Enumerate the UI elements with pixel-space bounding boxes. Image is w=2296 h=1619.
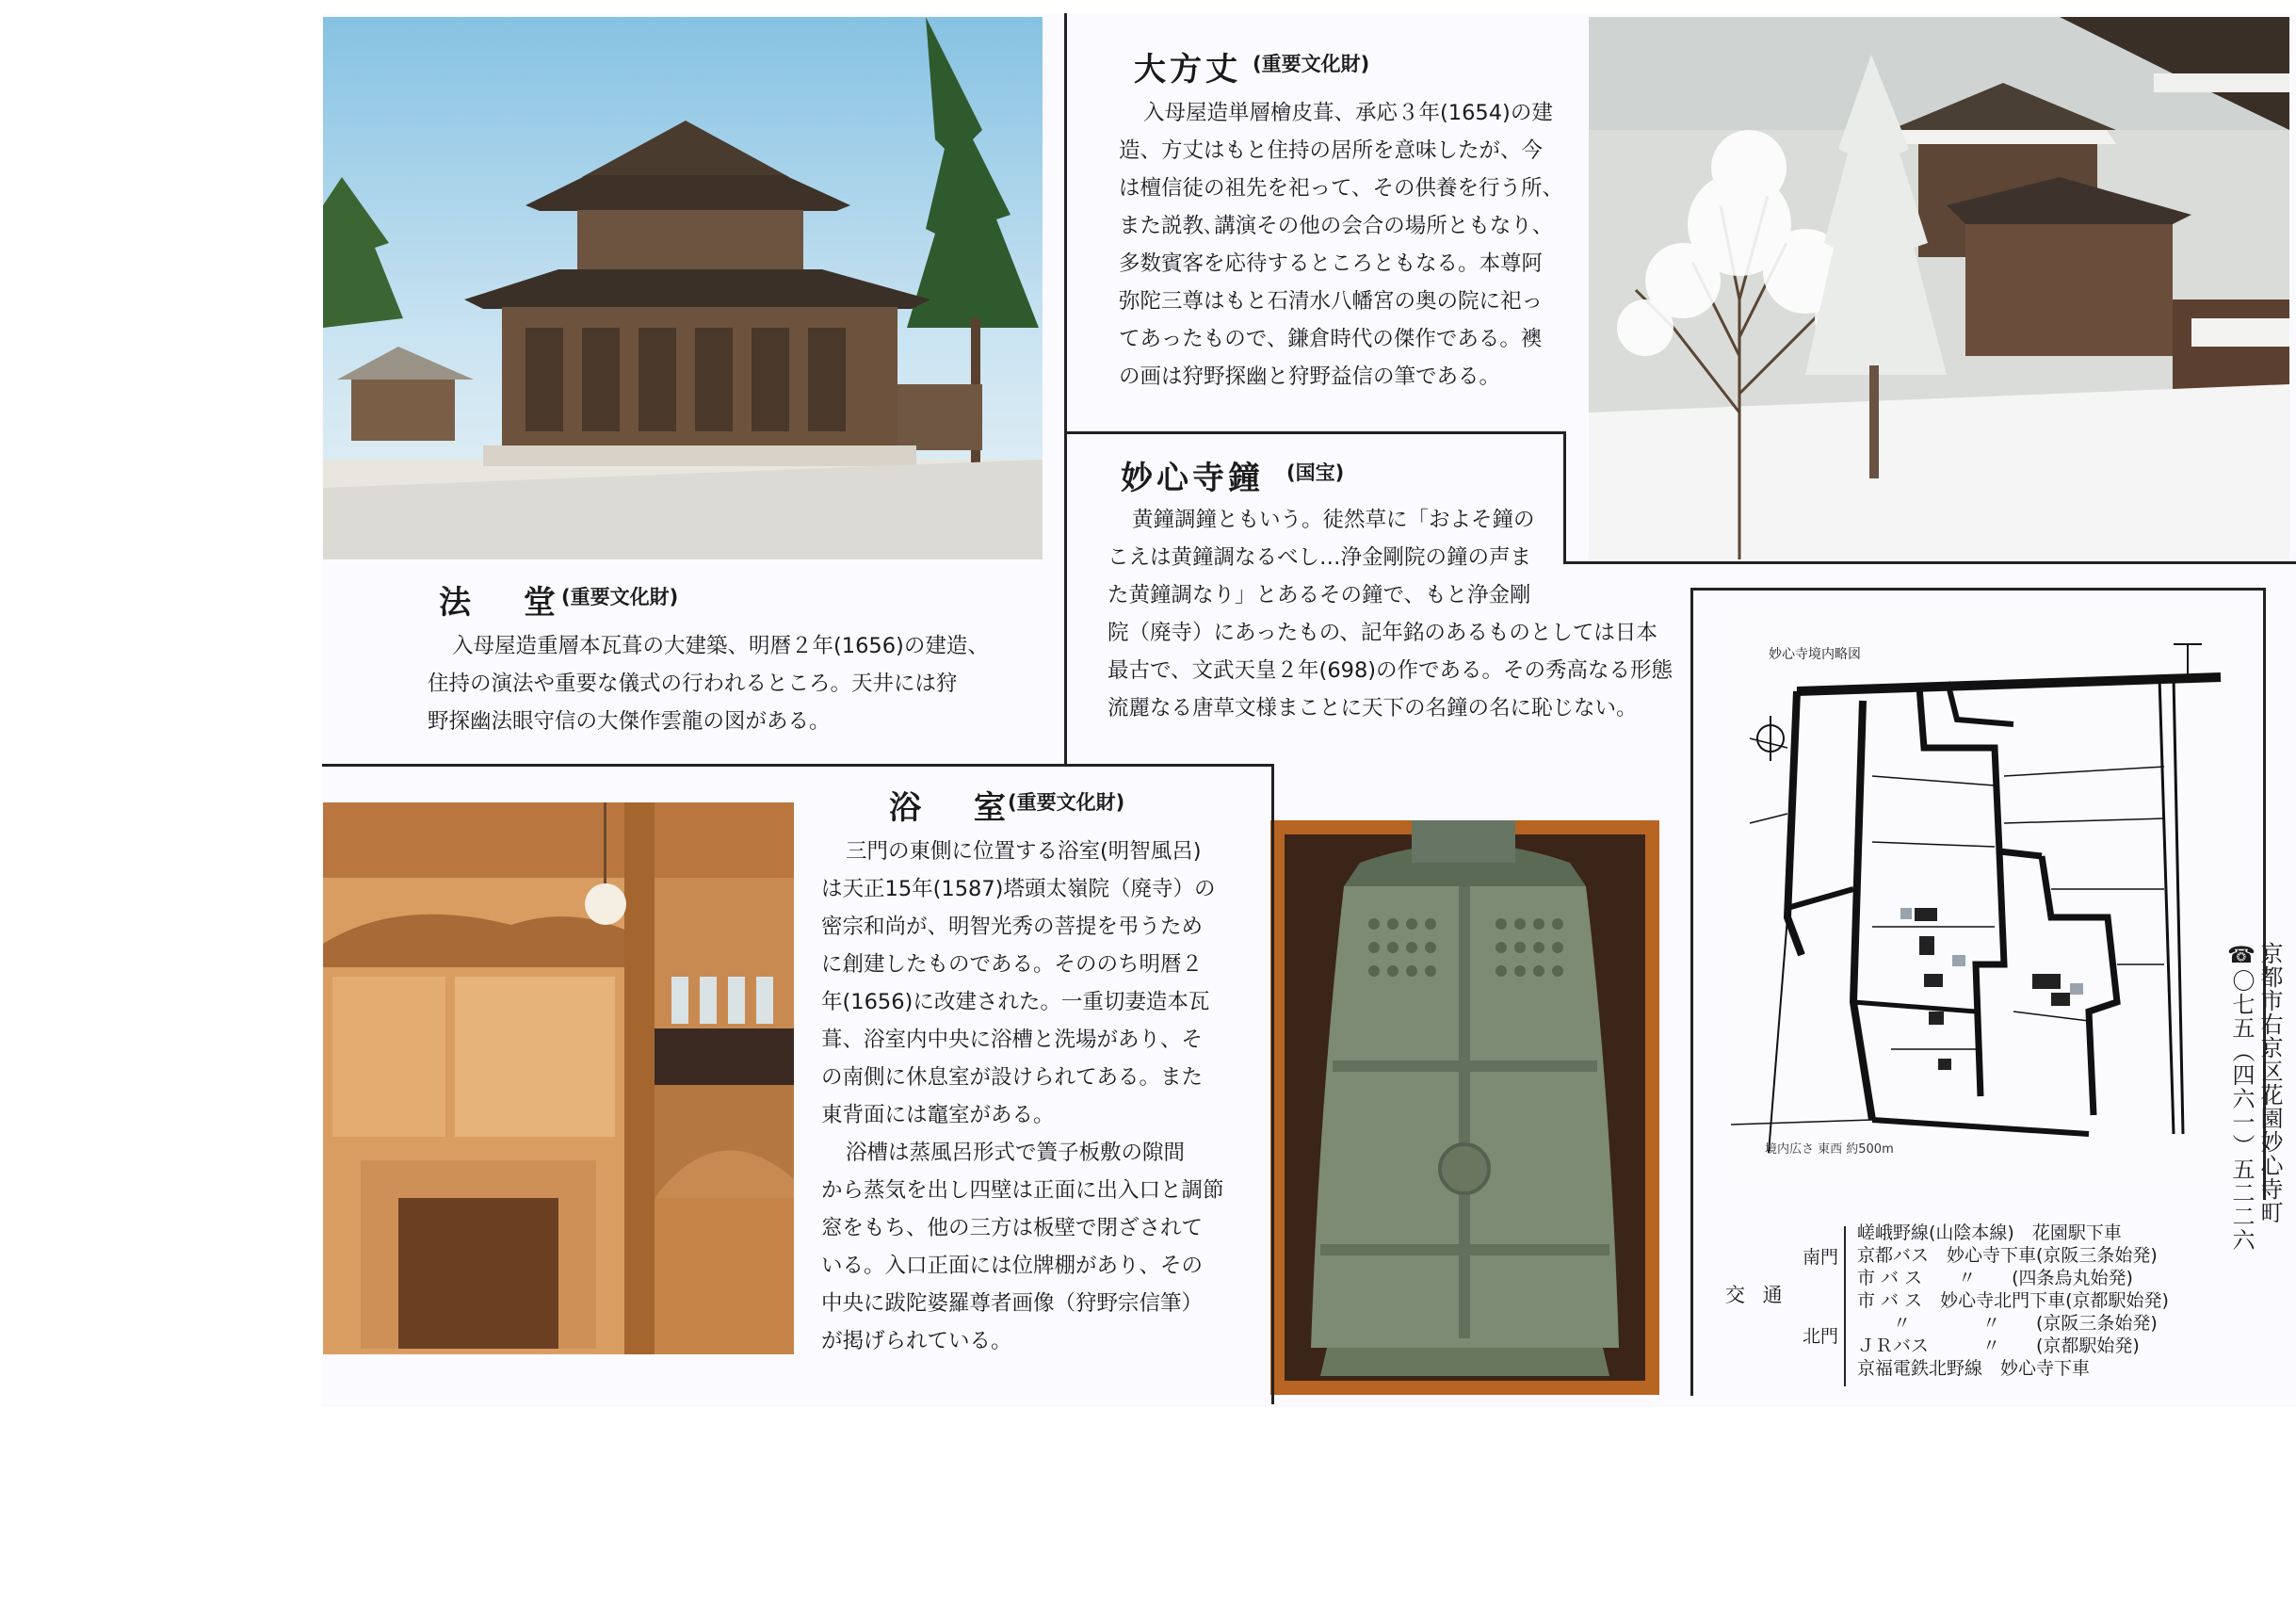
bath-line: いる。入口正面には位牌棚があり、その xyxy=(821,1254,1204,1278)
address-phone: ☎〇七五（四六一）五二二六 xyxy=(2228,942,2255,1252)
bath-line: 中央に跋陀婆羅尊者画像（狩野宗信筆） xyxy=(821,1291,1204,1316)
access-info xyxy=(1725,1222,2253,1392)
precinct-map xyxy=(1731,607,2249,1190)
yokushitsu-interior-illustration xyxy=(323,802,794,1354)
daihojo-line: 多数賓客を応待するところともなる。本尊阿 xyxy=(1119,251,1544,276)
bath-line: 三門の東側に位置する浴室(明智風呂) xyxy=(846,839,1202,864)
map-title: 妙心寺境内略図 xyxy=(1769,647,1861,662)
bell-description xyxy=(1108,501,1673,727)
access-row: ＪＲバス 〃 (京都駅始発) xyxy=(1857,1336,2140,1356)
access-bracket xyxy=(1844,1226,1846,1386)
bath-line: 葺、浴室内中央に浴槽と洗場があり、そ xyxy=(821,1028,1204,1052)
access-row: 嵯峨野線(山陰本線) 花園駅下車 xyxy=(1857,1222,2122,1243)
bell-line: 最古で、文武天皇２年(698)の作である。その秀高なる形態 xyxy=(1108,658,1673,683)
hatto-title: 法 堂 xyxy=(439,584,576,622)
access-north-gate: 北門 xyxy=(1803,1326,1839,1347)
hatto-line: 住持の演法や重要な儀式の行われるところ。天井には狩 xyxy=(428,672,958,696)
daihojo-line: 弥陀三尊はもと石清水八幡宮の奥の院に祀っ xyxy=(1119,289,1544,314)
divider-bath-right xyxy=(1271,764,1274,1404)
map-frame xyxy=(1690,588,1693,1396)
bell-line: 黄鐘調鐘ともいう。徒然草に「およそ鐘の xyxy=(1132,508,1535,532)
divider-daihojo-bottom xyxy=(1064,431,1565,434)
hatto-illustration xyxy=(323,17,1043,559)
address-line: 京都市右京区花園妙心寺町 xyxy=(2256,942,2283,1224)
access-row: 〃 〃 (京阪三条始発) xyxy=(1857,1313,2158,1334)
access-label: 交 通 xyxy=(1725,1284,1788,1306)
bell-photo xyxy=(1270,820,1659,1395)
bath-line: 東背面には竈室がある。 xyxy=(821,1103,1055,1127)
hatto-description xyxy=(428,627,989,740)
divider-bell-top xyxy=(1563,561,2296,564)
bell-line: 院（廃寺）にあったもの、記年銘のあるものとしては日本 xyxy=(1108,621,1657,645)
bronze-bell-illustration xyxy=(1270,820,1659,1395)
access-row: 市 バ ス 〃 (四条烏丸始発) xyxy=(1857,1268,2133,1288)
daihojo-line: は檀信徒の祖先を祀って、その供養を行う所、 xyxy=(1119,176,1564,201)
access-row: 市 バ ス 妙心寺北門下車(京都駅始発) xyxy=(1857,1290,2169,1311)
access-row: 京福電鉄北野線 妙心寺下車 xyxy=(1857,1358,2091,1379)
yokushitsu-description xyxy=(821,833,1224,1360)
daihojo-line: てあったもので、鎌倉時代の傑作である。襖 xyxy=(1119,327,1543,351)
daihojo-snow-illustration xyxy=(1589,17,2289,559)
daihojo-title: 大方丈 xyxy=(1134,51,1241,89)
bath-line: に創建したものである。そののち明暦２ xyxy=(821,952,1204,977)
bath-line: は天正15年(1587)塔頭太嶺院（廃寺）の xyxy=(821,877,1216,901)
map-stats xyxy=(1765,1108,1934,1190)
bell-badge: (国宝) xyxy=(1286,461,1345,484)
bath-line: 年(1656)に改建された。一重切妻造本瓦 xyxy=(821,990,1210,1014)
bell-line: た黄鐘調なり」とあるその鐘で、もと浄金剛 xyxy=(1108,583,1531,607)
bell-line: 流麗なる唐草文様まことに天下の名鐘の名に恥じない。 xyxy=(1108,696,1638,720)
hatto-photo xyxy=(323,17,1043,559)
daihojo-photo xyxy=(1589,17,2289,559)
yokushitsu-photo xyxy=(323,802,794,1354)
daihojo-badge: (重要文化財) xyxy=(1253,53,1370,75)
divider-bath-top xyxy=(322,764,1273,767)
bath-line: が掲げられている。 xyxy=(821,1329,1012,1353)
brochure-page xyxy=(322,13,2296,1407)
map-stat-line: 境内広さ 東西 約500m xyxy=(1765,1142,1894,1157)
hatto-line: 入母屋造重層本瓦葺の大建築、明暦２年(1656)の建造、 xyxy=(452,634,989,658)
precinct-map-drawing xyxy=(1731,607,2249,1190)
bath-line: 浴槽は蒸風呂形式で簀子板敷の隙間 xyxy=(846,1141,1186,1165)
daihojo-line: また説教､講演その他の会合の場所ともなり、 xyxy=(1119,214,1554,238)
access-row: 京都バス 妙心寺下車(京阪三条始発) xyxy=(1857,1245,2158,1266)
hatto-badge: (重要文化財) xyxy=(561,586,679,608)
hatto-line: 野探幽法眼守信の大傑作雲龍の図がある。 xyxy=(428,709,831,734)
divider-hatto-right xyxy=(1064,13,1067,767)
map-frame-top xyxy=(1690,588,2265,591)
bell-line: こえは黄鐘調なるべし…浄金剛院の鐘の声ま xyxy=(1108,545,1532,570)
bath-line: 密宗和尚が、明智光秀の菩提を弔うため xyxy=(821,915,1204,939)
access-south-gate: 南門 xyxy=(1803,1247,1839,1268)
bath-line: 窓をもち、他の三方は板壁で閉ざされて xyxy=(821,1216,1204,1240)
daihojo-line: の画は狩野探幽と狩野益信の筆である。 xyxy=(1119,364,1501,389)
bell-title: 妙心寺鐘 xyxy=(1121,460,1264,497)
daihojo-line: 入母屋造単層檜皮葺、承応３年(1654)の建 xyxy=(1143,101,1553,125)
daihojo-description xyxy=(1119,94,1563,396)
yokushitsu-title: 浴 室 xyxy=(889,789,1027,827)
bath-line: の南側に休息室が設けられてある。また xyxy=(821,1065,1204,1090)
daihojo-line: 造、方丈はもと住持の居所を意味したが、今 xyxy=(1119,138,1544,163)
yokushitsu-badge: (重要文化財) xyxy=(1008,791,1125,814)
bath-line: から蒸気を出し四壁は正面に出入口と調節 xyxy=(821,1178,1224,1203)
